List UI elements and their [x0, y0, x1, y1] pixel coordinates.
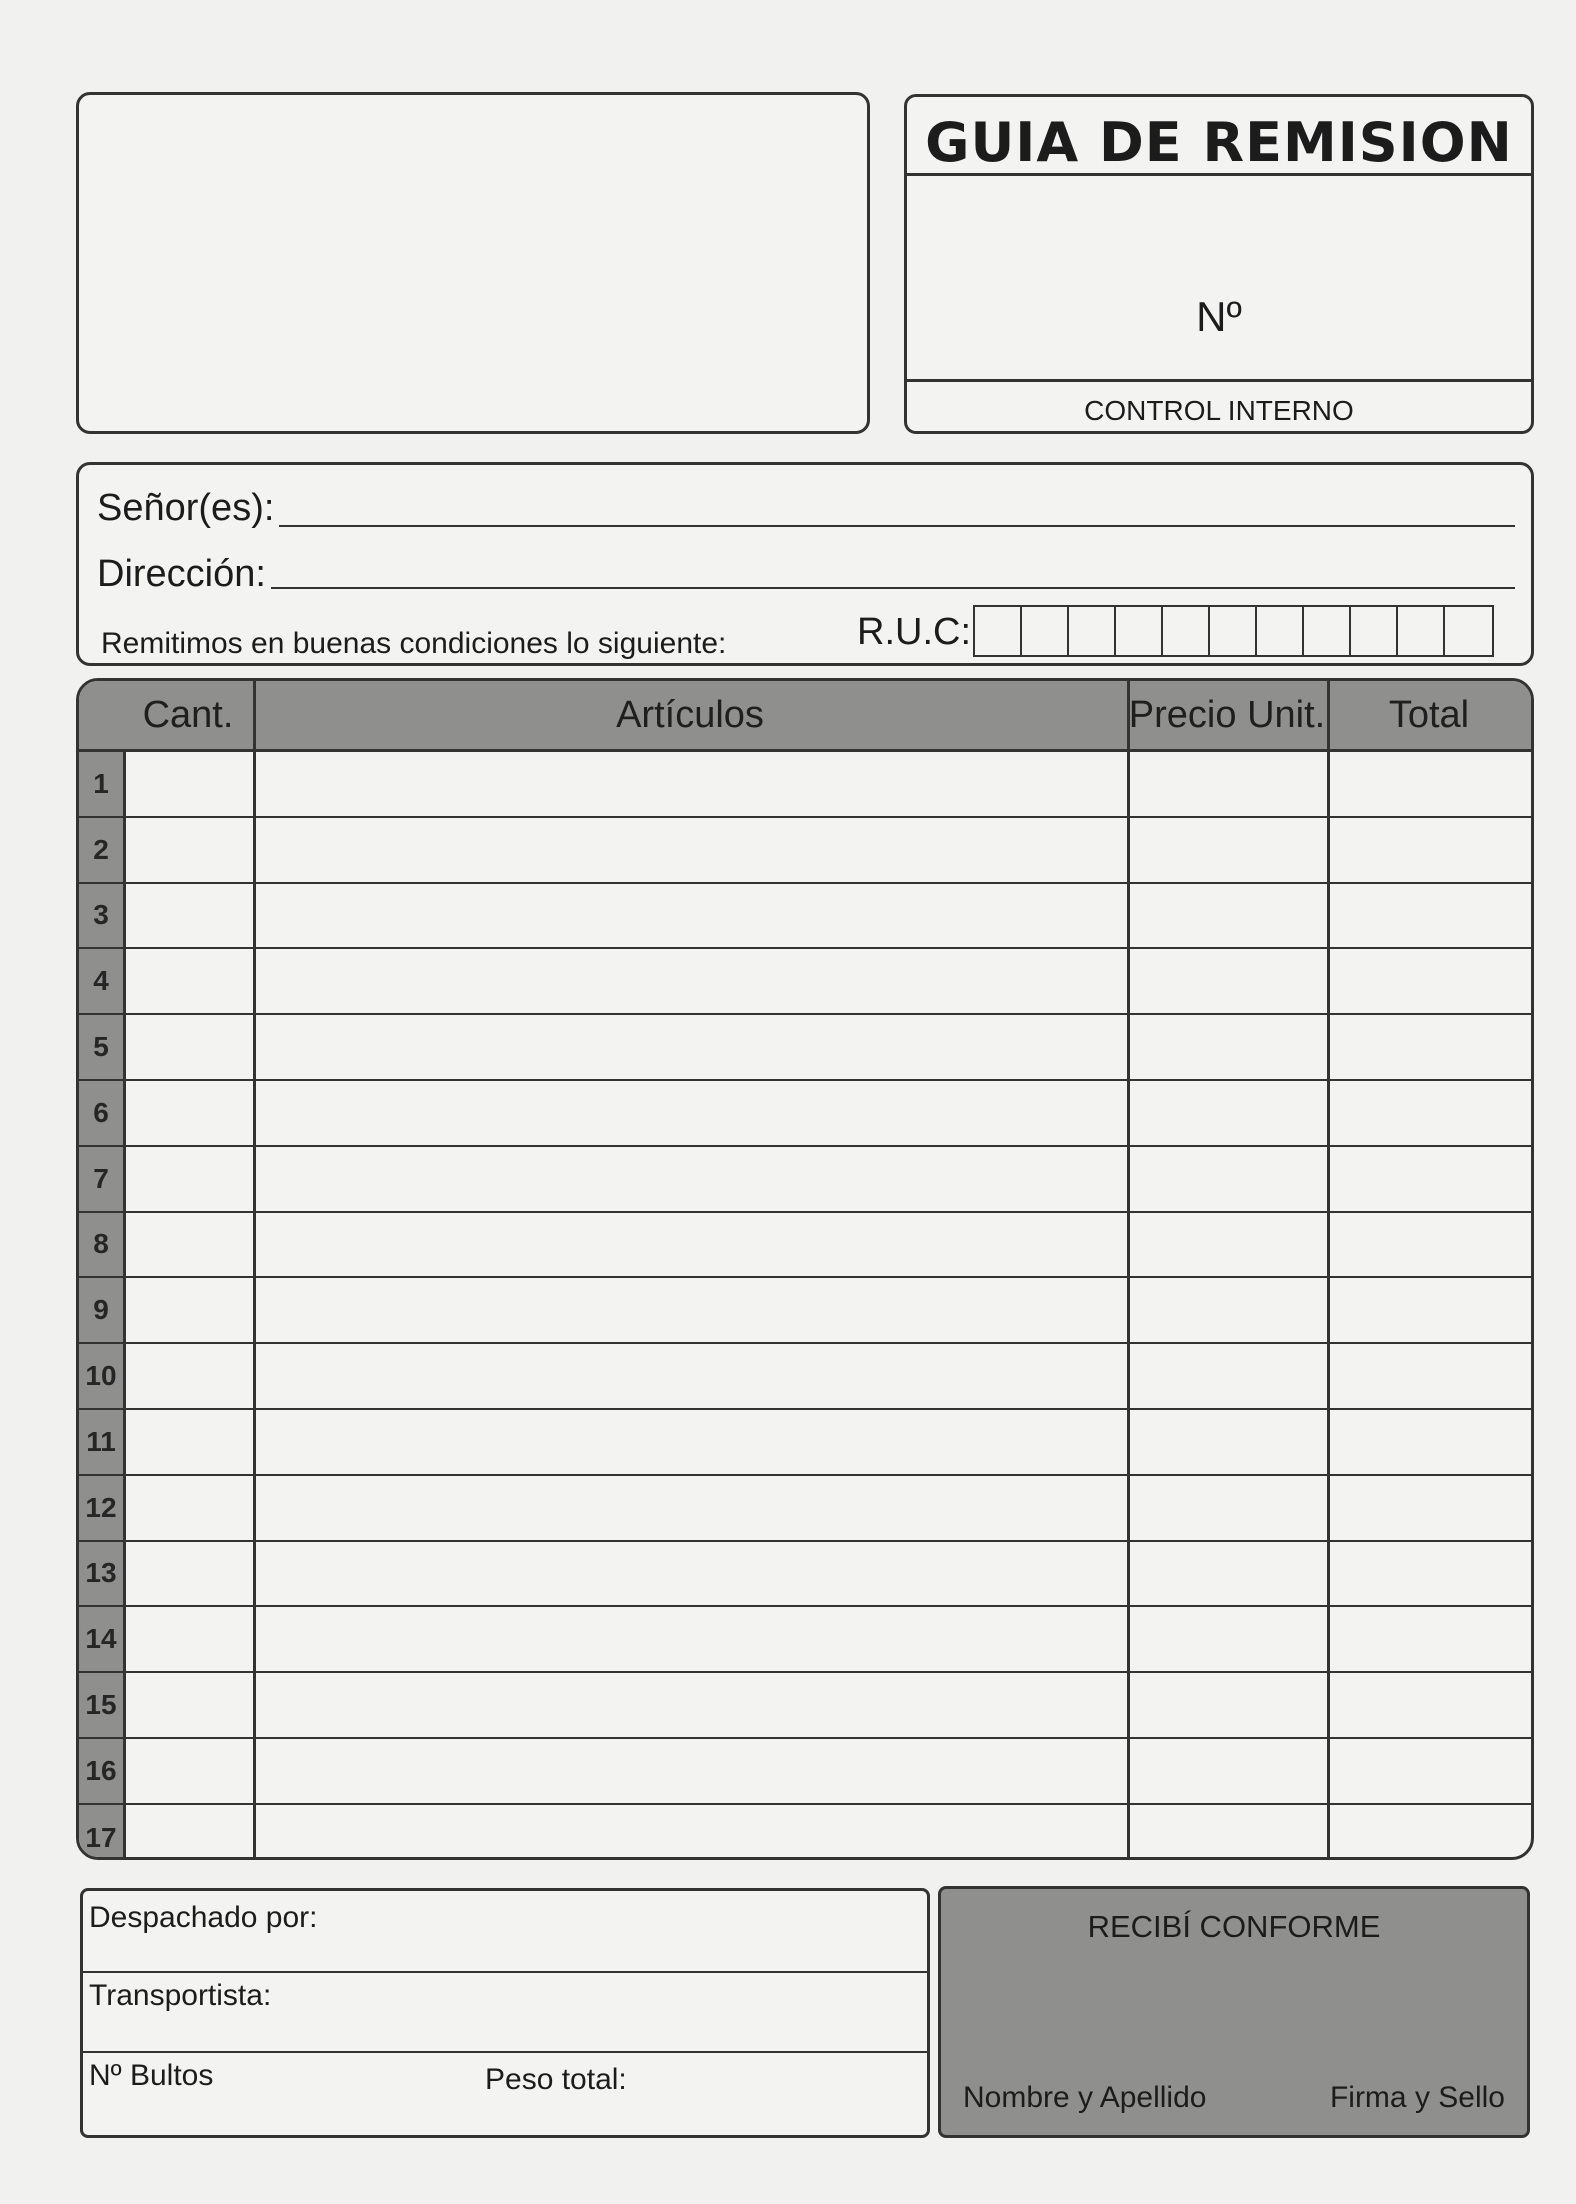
despachado-field[interactable]	[83, 1971, 927, 1973]
document-title: GUIA DE REMISION	[925, 111, 1513, 174]
title-divider	[907, 173, 1531, 176]
row-number: 14	[85, 1623, 117, 1655]
column-divider	[253, 681, 256, 1857]
table-row[interactable]	[79, 1278, 1531, 1344]
row-number: 4	[93, 965, 109, 997]
ruc-field[interactable]	[973, 605, 1494, 657]
ruc-digit-cell[interactable]	[1398, 607, 1445, 655]
peso-label: Peso total:	[485, 2063, 627, 2096]
row-number: 9	[93, 1294, 109, 1326]
row-number: 7	[93, 1162, 109, 1194]
senor-label: Señor(es):	[97, 487, 275, 529]
ruc-digit-cell[interactable]	[975, 607, 1022, 655]
column-divider	[1327, 681, 1330, 1857]
ruc-digit-cell[interactable]	[1022, 607, 1069, 655]
ruc-digit-cell[interactable]	[1163, 607, 1210, 655]
table-row[interactable]	[79, 1607, 1531, 1673]
document-number-label: Nº	[1196, 293, 1242, 340]
items-table	[76, 678, 1534, 1860]
control-divider	[907, 379, 1531, 382]
signature-box	[938, 1886, 1530, 2138]
row-number: 11	[86, 1425, 116, 1457]
row-number: 2	[93, 833, 109, 865]
table-row[interactable]	[79, 1542, 1531, 1608]
title-box	[904, 94, 1534, 434]
table-row[interactable]	[79, 1081, 1531, 1147]
transportista-field[interactable]	[83, 2051, 927, 2053]
ruc-digit-cell[interactable]	[1351, 607, 1398, 655]
row-number: 8	[93, 1228, 109, 1260]
transportista-label: Transportista:	[89, 1979, 272, 2012]
column-header-cant: Cant.	[142, 693, 234, 736]
row-number: 5	[93, 1031, 109, 1063]
dispatch-box	[80, 1888, 930, 2138]
ruc-digit-cell[interactable]	[1116, 607, 1163, 655]
table-row[interactable]	[79, 818, 1531, 884]
direccion-field[interactable]	[271, 587, 1515, 589]
ruc-label: R.U.C:	[857, 611, 971, 653]
row-number: 17	[85, 1821, 117, 1853]
row-number: 12	[85, 1491, 117, 1523]
ruc-digit-cell[interactable]	[1445, 607, 1492, 655]
row-number: 13	[85, 1557, 117, 1589]
nombre-apellido-label: Nombre y Apellido	[963, 2081, 1207, 2114]
table-body	[79, 752, 1531, 1857]
table-row[interactable]	[79, 1410, 1531, 1476]
table-row[interactable]	[79, 1344, 1531, 1410]
ruc-digit-cell[interactable]	[1069, 607, 1116, 655]
table-row[interactable]	[79, 1476, 1531, 1542]
table-row[interactable]	[79, 1147, 1531, 1213]
remit-text: Remitimos en buenas condiciones lo siguiente:	[101, 627, 727, 660]
ruc-digit-cell[interactable]	[1257, 607, 1304, 655]
table-row[interactable]	[79, 1213, 1531, 1279]
row-number: 1	[93, 767, 109, 799]
customer-info-box	[76, 462, 1534, 666]
table-row[interactable]	[79, 752, 1531, 818]
recibi-conforme-label: RECIBÍ CONFORME	[1087, 1909, 1381, 1944]
ruc-digit-cell[interactable]	[1210, 607, 1257, 655]
firma-sello-label: Firma y Sello	[1329, 2081, 1505, 2114]
row-number: 16	[85, 1754, 117, 1786]
row-number: 10	[85, 1360, 117, 1392]
row-number: 3	[93, 899, 109, 931]
direccion-label: Dirección:	[97, 553, 266, 595]
column-header-precio: Precio Unit.	[1128, 693, 1326, 736]
table-row[interactable]	[79, 949, 1531, 1015]
table-row[interactable]	[79, 884, 1531, 950]
despachado-label: Despachado por:	[89, 1901, 318, 1934]
control-interno-label: CONTROL INTERNO	[1084, 395, 1354, 426]
table-row[interactable]	[79, 1739, 1531, 1805]
table-row[interactable]	[79, 1673, 1531, 1739]
senor-field[interactable]	[279, 525, 1515, 527]
row-number: 6	[93, 1096, 109, 1128]
column-header-articulos: Artículos	[616, 693, 764, 736]
table-header	[79, 681, 1531, 752]
column-header-total: Total	[1388, 693, 1470, 736]
table-row[interactable]	[79, 1015, 1531, 1081]
company-info-box	[76, 92, 870, 434]
table-row[interactable]	[79, 1805, 1531, 1860]
column-divider	[1127, 681, 1130, 1857]
bultos-label: Nº Bultos	[89, 2059, 214, 2092]
ruc-digit-cell[interactable]	[1304, 607, 1351, 655]
row-number: 15	[85, 1689, 117, 1721]
